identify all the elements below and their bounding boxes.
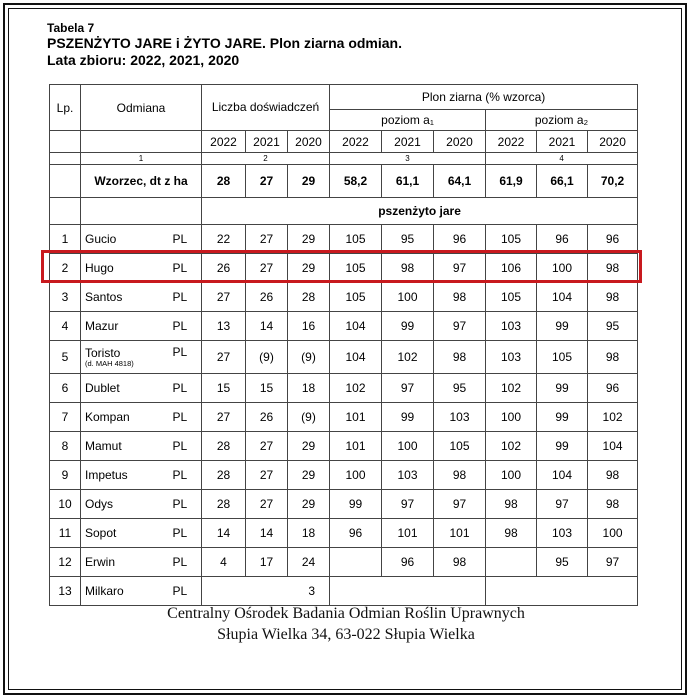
cell: 14	[202, 519, 246, 548]
table-row	[50, 341, 638, 374]
year-header: 2020	[588, 131, 638, 153]
variety-name-text: Milkaro	[85, 584, 124, 598]
cell: 70,2	[588, 165, 638, 198]
row-lp: 6	[50, 374, 81, 403]
cell: 105	[330, 283, 382, 312]
table-row	[50, 403, 638, 432]
cell-empty	[330, 577, 486, 606]
cell: 98	[588, 341, 638, 374]
standard-label: Wzorzec, dt z ha	[81, 165, 202, 198]
footer-line-1: Centralny Ośrodek Badania Odmian Roślin Uprawnych	[167, 605, 525, 622]
cell: 102	[382, 341, 434, 374]
cell: 17	[246, 548, 288, 577]
cell: 27	[246, 461, 288, 490]
cell: 99	[382, 403, 434, 432]
cell: 15	[246, 374, 288, 403]
cell: 105	[330, 225, 382, 254]
cell: 101	[382, 519, 434, 548]
cell: 97	[434, 312, 486, 341]
cell: 104	[537, 461, 588, 490]
cell: 105	[537, 341, 588, 374]
cell: 29	[288, 254, 330, 283]
variety-country: PL	[171, 403, 202, 432]
highlight-box	[41, 250, 642, 283]
cell: 99	[382, 312, 434, 341]
variety-name-text: Toristo	[85, 346, 121, 360]
cell: 100	[382, 283, 434, 312]
variety-name-text: Gucio	[85, 232, 117, 246]
cell: 98	[588, 461, 638, 490]
cell: 95	[382, 225, 434, 254]
cell: 99	[537, 374, 588, 403]
cell: 96	[588, 374, 638, 403]
cell: 98	[486, 519, 537, 548]
year-header: 2020	[288, 131, 330, 153]
cell: 101	[434, 519, 486, 548]
variety-name	[81, 341, 171, 374]
cell: 99	[330, 490, 382, 519]
standard-lp	[50, 165, 81, 198]
table-row	[50, 548, 638, 577]
cell: 100	[588, 519, 638, 548]
variety-country: PL	[171, 461, 202, 490]
cell: 97	[588, 548, 638, 577]
cell: 105	[486, 283, 537, 312]
variety-name-text: Dublet	[85, 381, 120, 395]
cell: 28	[202, 461, 246, 490]
yield-table	[49, 84, 638, 606]
year-header: 2022	[486, 131, 537, 153]
year-header: 2021	[246, 131, 288, 153]
variety-name-text: Erwin	[85, 555, 116, 569]
cell: 98	[434, 548, 486, 577]
cell: 95	[434, 374, 486, 403]
cell: 28	[202, 165, 246, 198]
cell: 102	[330, 374, 382, 403]
table-row	[50, 461, 638, 490]
cell: 97	[537, 490, 588, 519]
header-blank	[50, 131, 81, 153]
cell: 102	[486, 432, 537, 461]
variety-name	[81, 312, 171, 341]
row-lp: 5	[50, 341, 81, 374]
cell: 26	[246, 403, 288, 432]
cell: 103	[382, 461, 434, 490]
cell: 97	[382, 490, 434, 519]
cell: 27	[202, 341, 246, 374]
cell: 98	[588, 283, 638, 312]
cell: 64,1	[434, 165, 486, 198]
variety-name-text: Hugo	[85, 261, 114, 275]
year-header: 2020	[434, 131, 486, 153]
cell: 96	[434, 225, 486, 254]
variety-country: PL	[171, 254, 202, 283]
variety-name-text: Mamut	[85, 439, 122, 453]
variety-name	[81, 403, 171, 432]
variety-name	[81, 548, 171, 577]
cell: 100	[537, 254, 588, 283]
variety-name	[81, 461, 171, 490]
cell: 29	[288, 165, 330, 198]
cell: 66,1	[537, 165, 588, 198]
cell: 27	[246, 225, 288, 254]
cell: 98	[486, 490, 537, 519]
cell: 27	[246, 165, 288, 198]
cell: 58,2	[330, 165, 382, 198]
variety-name	[81, 577, 171, 606]
variety-name-text: Impetus	[85, 468, 128, 482]
col-header-trials: Liczba doświadczeń	[202, 85, 330, 131]
cell: 105	[330, 254, 382, 283]
col-header-variety: Odmiana	[81, 85, 202, 131]
cell: 61,9	[486, 165, 537, 198]
cell: (9)	[288, 403, 330, 432]
cell: 99	[537, 432, 588, 461]
row-lp: 7	[50, 403, 81, 432]
variety-country: PL	[171, 432, 202, 461]
cell: 27	[202, 403, 246, 432]
cell: 97	[434, 490, 486, 519]
variety-name-text: Sopot	[85, 526, 117, 540]
table-row	[50, 432, 638, 461]
variety-note: (d. MAH 4818)	[85, 359, 134, 368]
section-lp	[50, 198, 81, 225]
cell: 61,1	[382, 165, 434, 198]
cell: 27	[246, 254, 288, 283]
year-header: 2021	[537, 131, 588, 153]
cell: 3	[202, 577, 330, 606]
year-header: 2022	[202, 131, 246, 153]
variety-name-text: Kompan	[85, 410, 130, 424]
cell: 96	[330, 519, 382, 548]
cell: (9)	[246, 341, 288, 374]
cell: 29	[288, 461, 330, 490]
cell: 28	[202, 432, 246, 461]
cell: 27	[246, 432, 288, 461]
cell: 27	[246, 490, 288, 519]
cell: 98	[588, 254, 638, 283]
cell: 103	[434, 403, 486, 432]
variety-country: PL	[171, 519, 202, 548]
cell: 4	[202, 548, 246, 577]
table-row	[50, 374, 638, 403]
cell: 27	[202, 283, 246, 312]
cell: 29	[288, 490, 330, 519]
cell: 99	[537, 403, 588, 432]
cell	[330, 548, 382, 577]
col-header-level-a2: poziom a₂	[486, 110, 638, 131]
variety-country: PL	[171, 312, 202, 341]
cell: 103	[486, 341, 537, 374]
cell: 98	[434, 461, 486, 490]
cell	[486, 548, 537, 577]
row-lp: 8	[50, 432, 81, 461]
variety-name	[81, 283, 171, 312]
cell: 29	[288, 432, 330, 461]
colnum: 2	[202, 153, 330, 165]
table-row	[50, 519, 638, 548]
col-header-level-a1: poziom a₁	[330, 110, 486, 131]
variety-country: PL	[171, 577, 202, 606]
row-lp: 12	[50, 548, 81, 577]
year-header: 2021	[382, 131, 434, 153]
row-lp: 4	[50, 312, 81, 341]
variety-country: PL	[171, 341, 202, 374]
table-header	[47, 22, 402, 69]
cell: 101	[330, 432, 382, 461]
cell: (9)	[288, 341, 330, 374]
cell: 100	[486, 403, 537, 432]
cell: 104	[330, 312, 382, 341]
cell: 98	[588, 490, 638, 519]
cell: 26	[202, 254, 246, 283]
cell: 18	[288, 374, 330, 403]
table-row	[50, 283, 638, 312]
cell: 24	[288, 548, 330, 577]
variety-country: PL	[171, 225, 202, 254]
header-blank	[81, 131, 202, 153]
col-header-yield: Plon ziarna (% wzorca)	[330, 85, 638, 110]
cell: 97	[382, 374, 434, 403]
cell: 95	[537, 548, 588, 577]
variety-country: PL	[171, 283, 202, 312]
cell: 28	[202, 490, 246, 519]
variety-name	[81, 519, 171, 548]
variety-name-text: Odys	[85, 497, 114, 511]
cell: 106	[486, 254, 537, 283]
cell: 96	[382, 548, 434, 577]
variety-name	[81, 490, 171, 519]
variety-name-text: Santos	[85, 290, 123, 304]
cell: 104	[330, 341, 382, 374]
colnum-blank	[50, 153, 81, 165]
variety-name-text: Mazur	[85, 319, 119, 333]
cell: 97	[434, 254, 486, 283]
colnum: 3	[330, 153, 486, 165]
variety-country: PL	[171, 490, 202, 519]
table-label: Tabela 7	[47, 21, 95, 35]
variety-name	[81, 374, 171, 403]
section-blank	[81, 198, 202, 225]
year-header: 2022	[330, 131, 382, 153]
cell: 26	[246, 283, 288, 312]
table-row	[50, 577, 638, 606]
cell: 96	[537, 225, 588, 254]
footer-line-2: Słupia Wielka 34, 63-022 Słupia Wielka	[217, 626, 475, 643]
row-lp: 13	[50, 577, 81, 606]
row-lp: 1	[50, 225, 81, 254]
table-row	[50, 312, 638, 341]
variety-name	[81, 432, 171, 461]
cell: 104	[537, 283, 588, 312]
cell: 98	[382, 254, 434, 283]
colnum: 1	[81, 153, 202, 165]
cell: 103	[486, 312, 537, 341]
cell: 28	[288, 283, 330, 312]
cell: 102	[486, 374, 537, 403]
table-title: PSZENŻYTO JARE i ŻYTO JARE. Plon ziarna odmian.	[47, 35, 402, 51]
row-lp: 9	[50, 461, 81, 490]
cell: 13	[202, 312, 246, 341]
cell: 103	[537, 519, 588, 548]
cell: 100	[486, 461, 537, 490]
cell-empty	[486, 577, 638, 606]
cell: 98	[434, 283, 486, 312]
variety-country: PL	[171, 548, 202, 577]
col-header-lp: Lp.	[50, 85, 81, 131]
standard-row	[50, 165, 638, 198]
section-label: pszenżyto jare	[202, 198, 638, 225]
row-lp: 11	[50, 519, 81, 548]
table-row	[50, 490, 638, 519]
cell: 105	[434, 432, 486, 461]
cell: 14	[246, 519, 288, 548]
cell: 16	[288, 312, 330, 341]
cell: 101	[330, 403, 382, 432]
cell: 102	[588, 403, 638, 432]
cell: 100	[382, 432, 434, 461]
table-subtitle: Lata zbioru: 2022, 2021, 2020	[47, 52, 240, 68]
cell: 22	[202, 225, 246, 254]
colnum: 4	[486, 153, 638, 165]
variety-country: PL	[171, 374, 202, 403]
cell: 105	[486, 225, 537, 254]
cell: 15	[202, 374, 246, 403]
row-lp: 3	[50, 283, 81, 312]
cell: 95	[588, 312, 638, 341]
cell: 98	[434, 341, 486, 374]
row-lp: 2	[50, 254, 81, 283]
cell: 14	[246, 312, 288, 341]
cell: 18	[288, 519, 330, 548]
cell: 100	[330, 461, 382, 490]
cell: 99	[537, 312, 588, 341]
row-lp: 10	[50, 490, 81, 519]
cell: 29	[288, 225, 330, 254]
cell: 96	[588, 225, 638, 254]
cell: 104	[588, 432, 638, 461]
